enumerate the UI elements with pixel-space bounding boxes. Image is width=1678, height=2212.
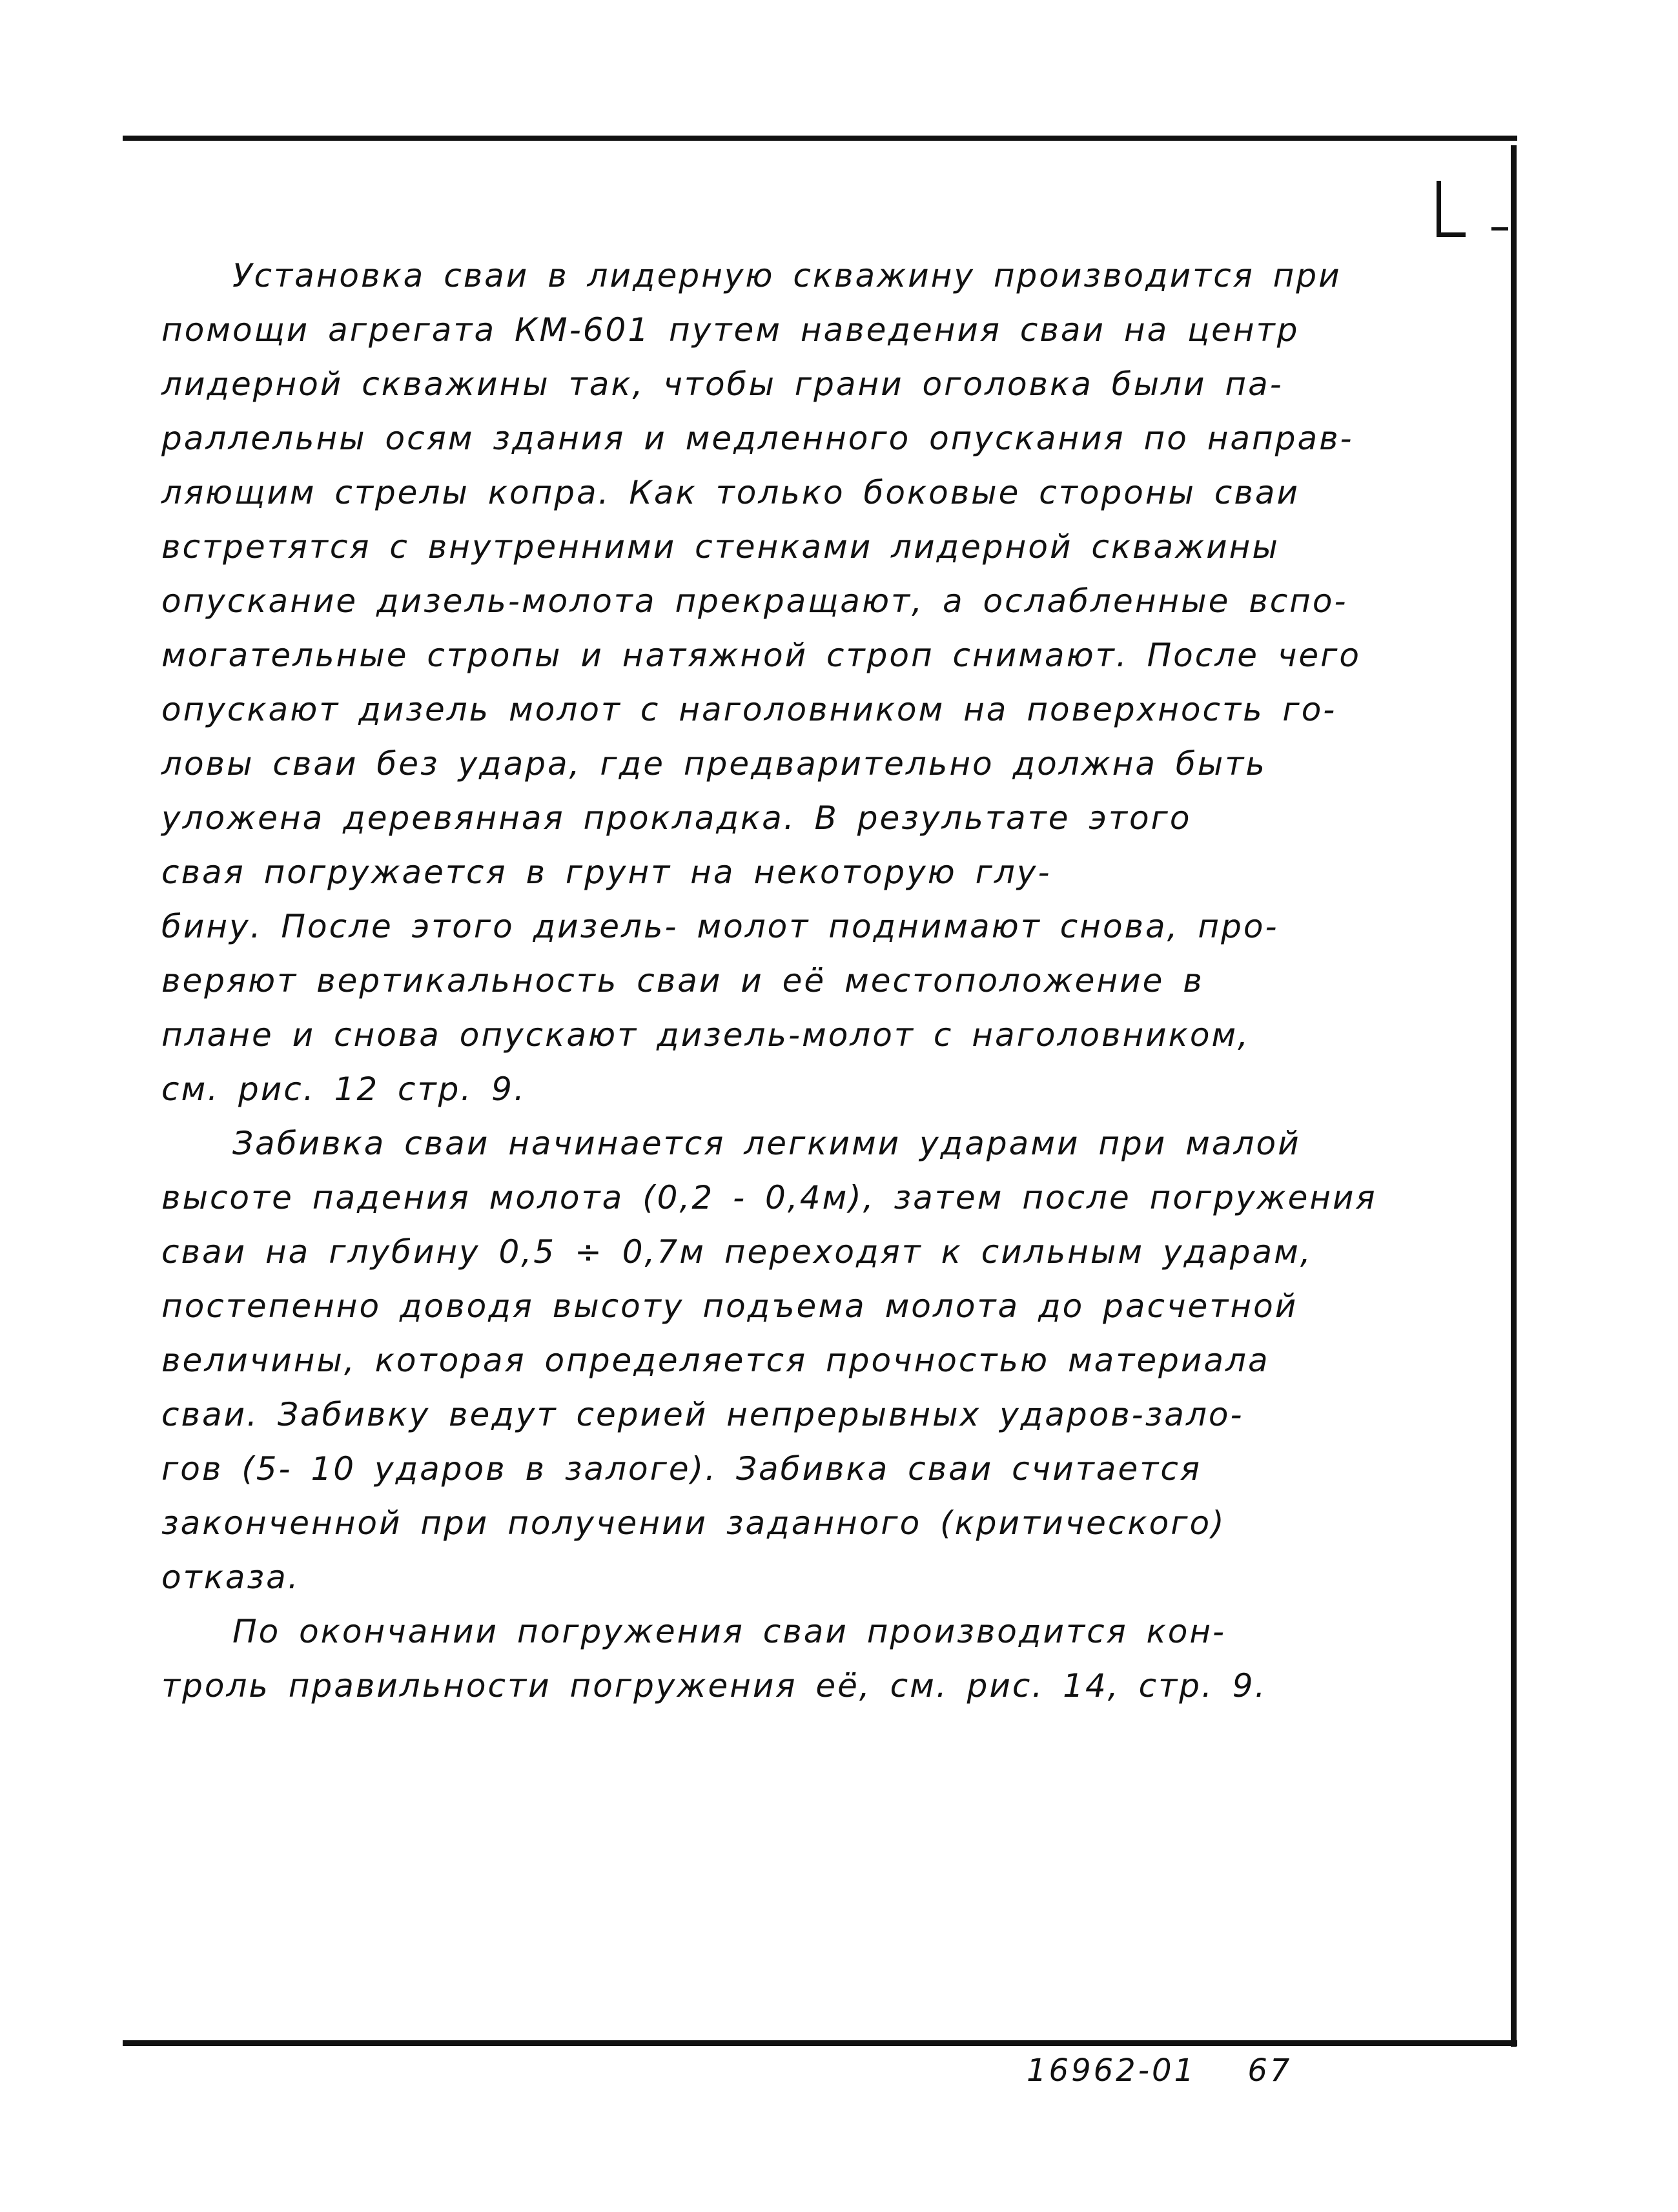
text-line: раллельны осям здания и медленного опускания по направ- <box>161 420 1354 457</box>
footer-document-code <box>1027 2048 1292 2093</box>
text-line: опускание дизель-молота прекращают, а ослабленные вспо- <box>161 582 1348 620</box>
page-frame-top-border <box>123 136 1517 141</box>
text-line: могательные стропы и натяжной строп снимают. После чего <box>161 637 1362 674</box>
text-line: свая погружается в грунт на некоторую глу- <box>161 854 1052 891</box>
text-line: бину. После этого дизель- молот поднимают снова, про- <box>161 908 1279 945</box>
text-line: лидерной скважины так, чтобы грани оголовка были па- <box>161 365 1284 403</box>
text-line: сваи на глубину 0,5 ÷ 0,7м переходят к сильным ударам, <box>161 1233 1313 1271</box>
text-line: сваи. Забивку ведут серией непрерывных ударов-зало- <box>161 1396 1244 1433</box>
text-line: опускают дизель молот с наголовником на поверхность го- <box>161 691 1337 728</box>
text-line: По окончании погружения сваи производится кон- <box>232 1613 1227 1650</box>
document-code: 16962-01 <box>1027 2053 1197 2089</box>
page-number: 67 <box>1247 2053 1293 2089</box>
text-line: гов (5- 10 ударов в залоге). Забивка сваи считается <box>161 1450 1202 1488</box>
page-frame-bottom-border <box>123 2040 1517 2046</box>
text-line: высоте падения молота (0,2 - 0,4м), затем после погружения <box>161 1179 1377 1216</box>
paragraph-completion-control <box>161 1604 1485 1713</box>
text-line: ловы сваи без удара, где предварительно должна быть <box>161 745 1267 783</box>
corner-mark <box>1437 181 1466 237</box>
text-line: отказа. <box>161 1559 300 1596</box>
text-line: веряют вертикальность сваи и её местоположение в <box>161 962 1204 999</box>
paragraph-pile-driving <box>161 1116 1485 1604</box>
text-line: постепенно доводя высоту подъема молота до расчетной <box>161 1287 1298 1325</box>
corner-tick <box>1491 227 1508 230</box>
text-line: уложена деревянная прокладка. В результате этого <box>161 799 1192 837</box>
paragraph-pile-installation <box>161 249 1485 1116</box>
page-frame-right-border <box>1511 145 1517 2047</box>
text-line: величины, которая определяется прочностью материала <box>161 1342 1270 1379</box>
text-line: помощи агрегата КМ-601 путем наведения сваи на центр <box>161 311 1300 349</box>
text-line: плане и снова опускают дизель-молот с наголовником, <box>161 1016 1251 1054</box>
text-line: законченной при получении заданного (критического) <box>161 1504 1226 1542</box>
text-line: Установка сваи в лидерную скважину производится при <box>232 257 1342 294</box>
text-line: см. рис. 12 стр. 9. <box>161 1070 526 1108</box>
text-line: Забивка сваи начинается легкими ударами при малой <box>232 1125 1301 1162</box>
text-line: ляющим стрелы копра. Как только боковые стороны сваи <box>161 474 1300 511</box>
handwritten-text-body <box>161 249 1485 1713</box>
text-line: троль правильности погружения её, см. рис. 14, стр. 9. <box>161 1667 1267 1705</box>
text-line: встретятся с внутренними стенками лидерной скважины <box>161 528 1280 566</box>
